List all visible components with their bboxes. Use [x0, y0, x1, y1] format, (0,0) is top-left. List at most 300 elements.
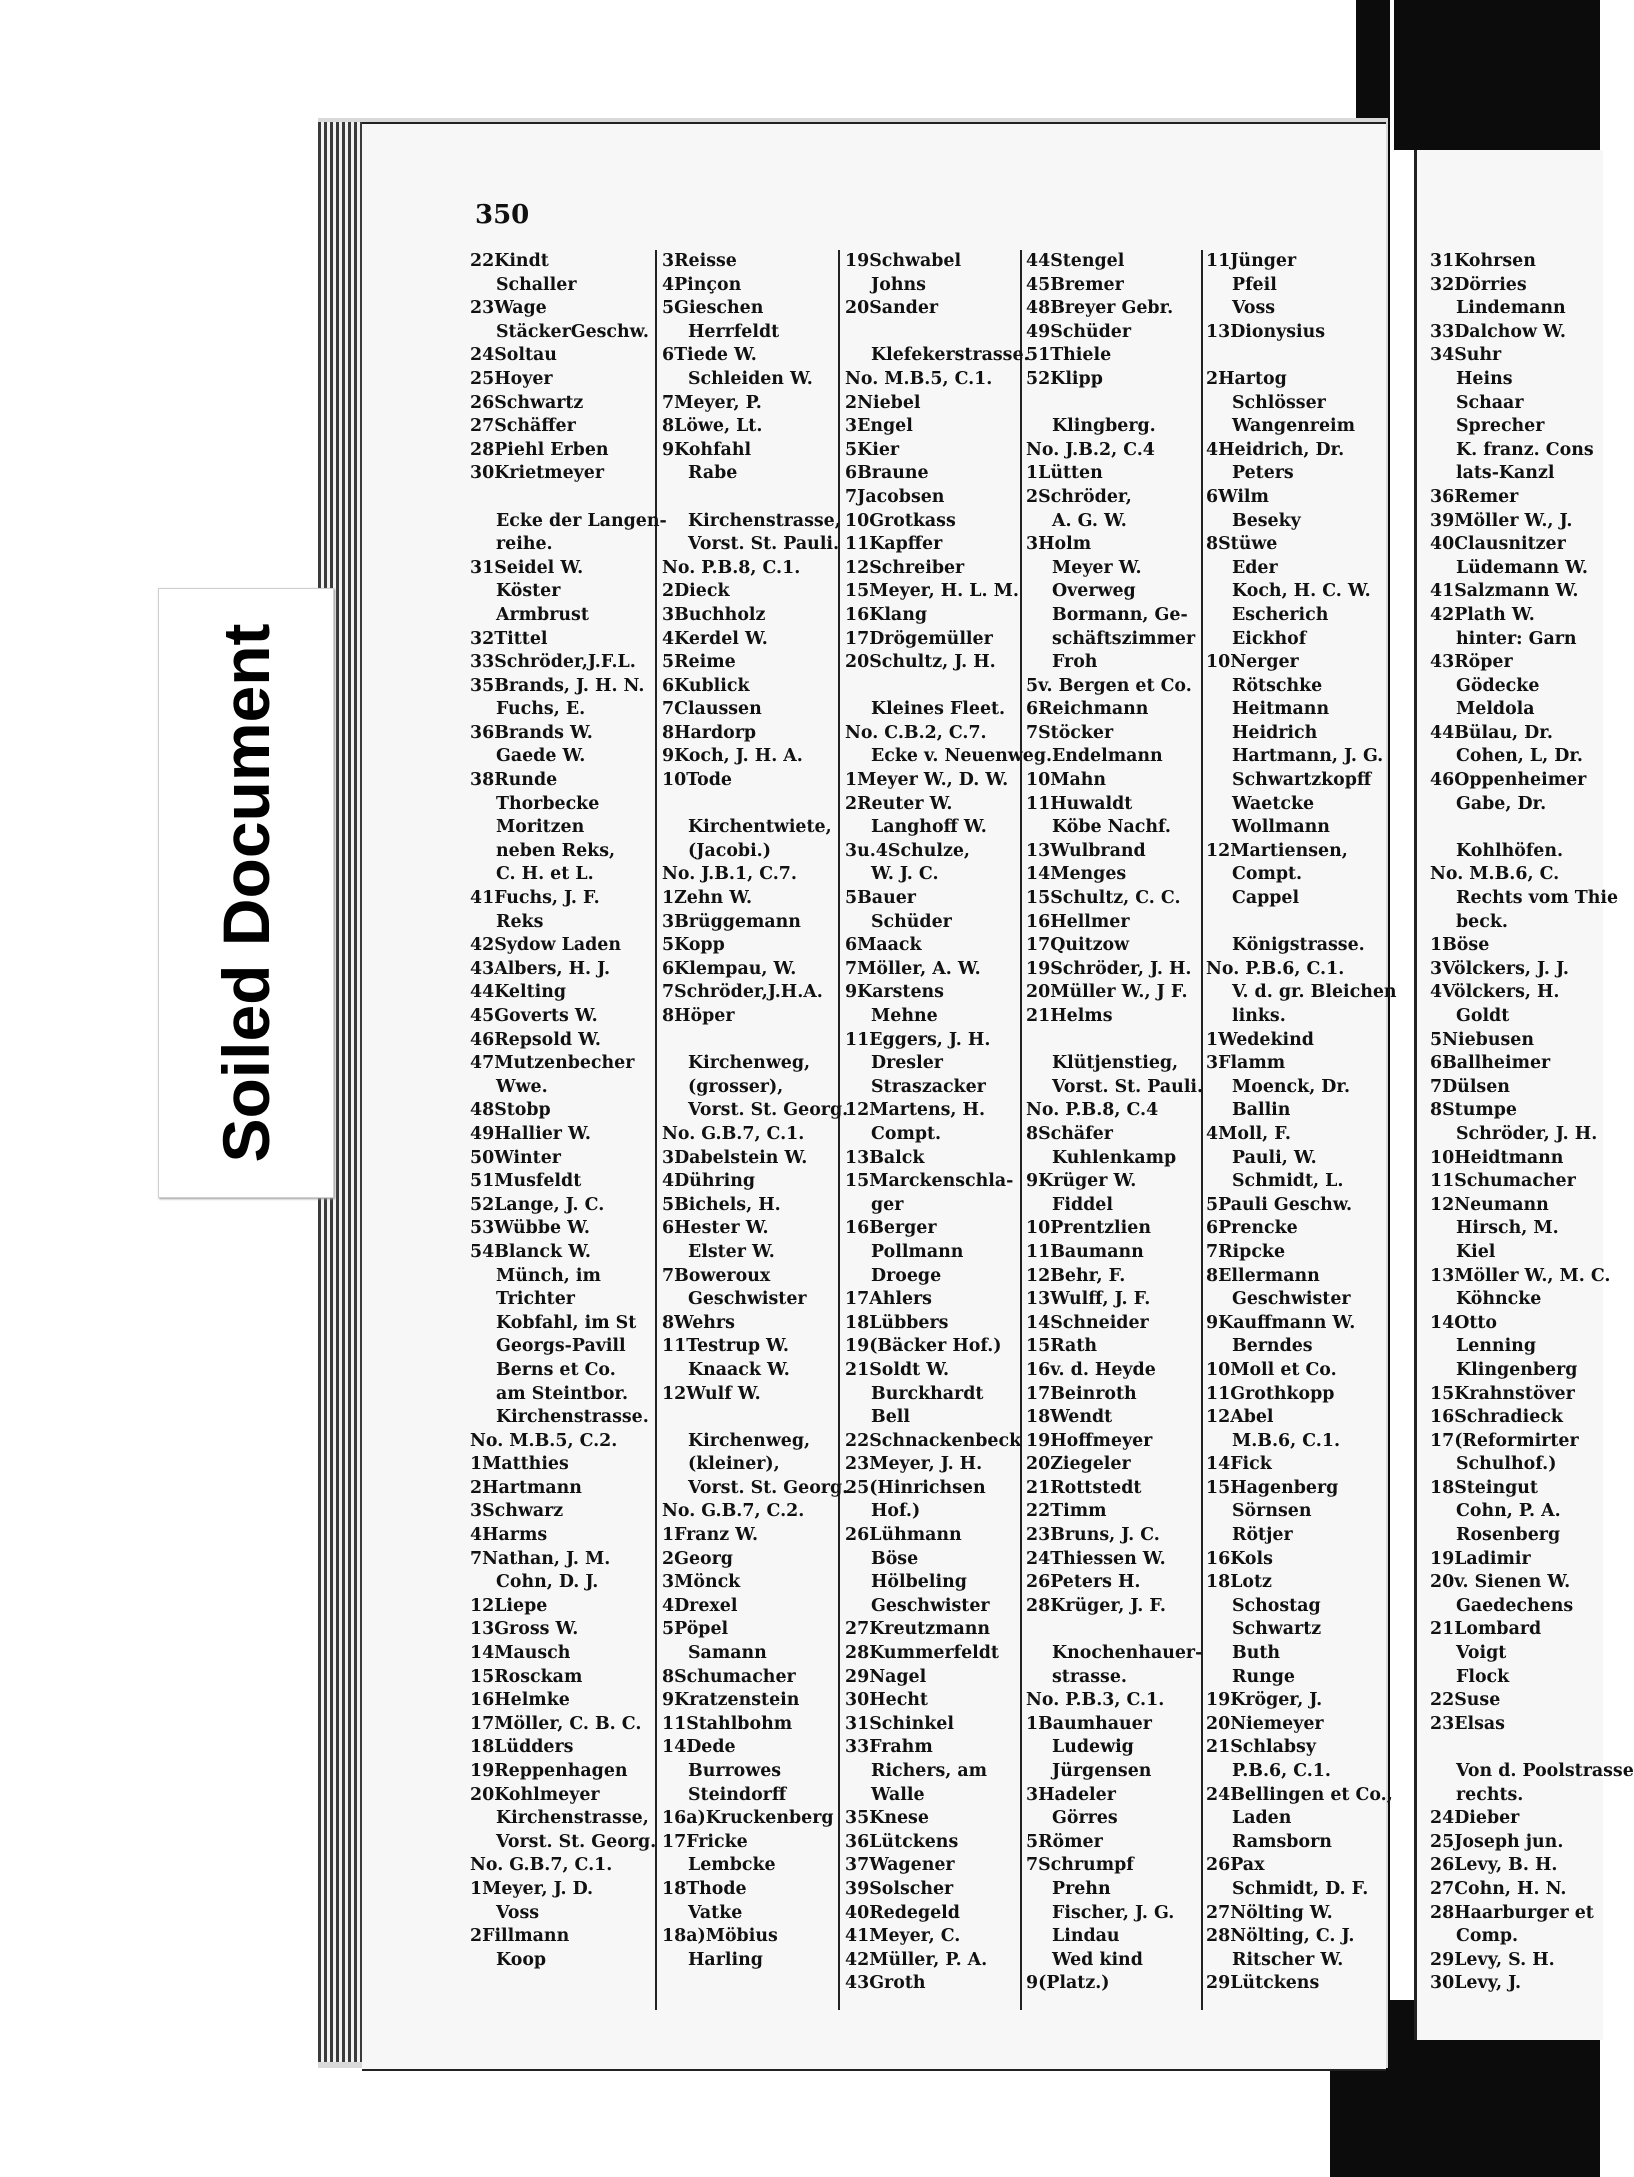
directory-entry: 25Joseph jun. — [1430, 1831, 1564, 1852]
directory-entry: 19Kröger, J. — [1206, 1690, 1323, 1711]
directory-entry: Schleiden W. — [688, 368, 813, 389]
directory-entry: 4Moll, F. — [1206, 1123, 1291, 1144]
directory-entry: Geschwister — [1232, 1289, 1351, 1310]
directory-entry: 4Pinçon — [662, 274, 742, 295]
directory-entry: Flock — [1456, 1666, 1510, 1687]
directory-entry: 10Prentzlien — [1026, 1218, 1151, 1239]
directory-entry: 36Remer — [1430, 486, 1519, 507]
directory-entry: 17Fricke — [662, 1831, 748, 1852]
directory-entry: 31Seidel W. — [470, 557, 584, 578]
directory-entry: 11Eggers, J. H. — [845, 1029, 991, 1050]
directory-entry: 8Wehrs — [662, 1312, 735, 1333]
directory-entry — [1430, 1736, 1600, 1760]
directory-entry: 15Schultz, C. C. — [1026, 888, 1181, 909]
directory-entry: 36Brands W. — [470, 722, 593, 743]
directory-entry: No. M.B.5, C.2. — [470, 1430, 618, 1451]
col-1 — [470, 250, 667, 1972]
directory-entry: 10Heidtmann — [1430, 1147, 1564, 1168]
directory-entry: 24Soltau — [470, 345, 557, 366]
directory-entry: Kleines Fleet. — [871, 699, 1006, 720]
directory-entry: 13Dionysius — [1206, 321, 1326, 342]
directory-entry: 2Georg — [662, 1548, 733, 1569]
directory-entry — [1430, 816, 1600, 840]
directory-entry: Meyer W. — [1052, 557, 1142, 578]
directory-entry: Eder — [1232, 557, 1278, 578]
directory-entry: Kirchenweg, — [688, 1053, 811, 1074]
directory-entry: Armbrust — [496, 604, 589, 625]
directory-entry: 17Quitzow — [1026, 935, 1130, 956]
directory-entry: 31Kohrsen — [1430, 251, 1536, 271]
sticker-label: Soiled Document — [209, 623, 283, 1163]
directory-entry: Herrfeldt — [688, 321, 780, 342]
directory-entry — [1026, 392, 1208, 416]
directory-entry: Endelmann — [1052, 746, 1163, 767]
directory-entry: 15Rosckam — [470, 1666, 583, 1687]
directory-entry: 7Jacobsen — [845, 486, 945, 507]
directory-entry: Kobfahl, im St — [496, 1312, 637, 1333]
directory-entry: 8Schäfer — [1026, 1123, 1113, 1144]
directory-entry: 20Müller W., J F. — [1026, 982, 1188, 1003]
directory-entry: 16v. d. Heyde — [1026, 1359, 1156, 1380]
directory-entry: Thorbecke — [496, 793, 600, 814]
directory-entry: beck. — [1456, 911, 1508, 932]
directory-entry: 3Flamm — [1206, 1053, 1286, 1074]
directory-entry: 42Müller, P. A. — [845, 1949, 988, 1970]
directory-entry: 5Kopp — [662, 935, 725, 956]
directory-entry: 44Stengel — [1026, 251, 1125, 271]
directory-entry: 16Hellmer — [1026, 911, 1130, 932]
directory-entry: 28Kummerfeldt — [845, 1643, 999, 1664]
directory-entry: 37Wagener — [845, 1855, 955, 1876]
directory-entry: Klingberg. — [1052, 416, 1156, 437]
directory-entry: 13Gross W. — [470, 1619, 579, 1640]
directory-entry: No. J.B.1, C.7. — [662, 864, 797, 885]
directory-entry: Vorst. St. Pauli. — [1052, 1076, 1204, 1097]
directory-entry: 23Elsas — [1430, 1713, 1505, 1734]
directory-entry: A. G. W. — [1052, 510, 1127, 531]
directory-entry: 12Abel — [1206, 1407, 1274, 1428]
directory-entry: No. P.B.6, C.1. — [1206, 958, 1345, 979]
directory-entry: Langhoff W. — [871, 817, 987, 838]
directory-entry: 6Wilm — [1206, 486, 1269, 507]
directory-entry: 15Rath — [1026, 1336, 1097, 1357]
directory-entry: Goldt — [1456, 1006, 1510, 1026]
directory-entry: Fiddel — [1052, 1194, 1113, 1215]
directory-entry: Steindorff — [688, 1784, 787, 1805]
directory-entry — [1026, 1618, 1208, 1642]
directory-entry: Schwartzkopff — [1232, 770, 1372, 791]
directory-entry: 14Fick — [1206, 1454, 1272, 1475]
directory-entry: 8Stumpe — [1430, 1100, 1517, 1121]
directory-entry: 5Römer — [1026, 1831, 1103, 1852]
directory-entry: Schwartz — [1232, 1619, 1322, 1640]
col-5 — [1206, 250, 1397, 1996]
directory-entry: 11Testrup W. — [662, 1336, 789, 1357]
directory-entry: 41Fuchs, J. F. — [470, 888, 600, 909]
directory-entry: 5v. Bergen et Co. — [1026, 675, 1192, 696]
directory-entry: 25Hoyer — [470, 368, 553, 389]
directory-entry: Schlösser — [1232, 392, 1326, 413]
directory-entry: Walle — [871, 1784, 925, 1805]
directory-entry: 11Schumacher — [1430, 1171, 1576, 1192]
directory-entry: Moenck, Dr. — [1232, 1076, 1351, 1097]
directory-entry: 8Höper — [662, 1006, 735, 1026]
directory-entry: Schaller — [496, 274, 577, 295]
directory-entry: 34Suhr — [1430, 345, 1502, 366]
directory-entry: No. P.B.3, C.1. — [1026, 1690, 1165, 1711]
directory-entry: Kiel — [1456, 1241, 1496, 1262]
directory-entry: 3Brüggemann — [662, 911, 801, 932]
directory-entry: Waetcke — [1232, 793, 1315, 814]
directory-entry: 4Drexel — [662, 1595, 738, 1616]
directory-entry: Von d. Poolstrasse — [1456, 1761, 1634, 1781]
directory-entry: 5Kier — [845, 439, 900, 460]
directory-entry: No. J.B.2, C.4 — [1026, 439, 1155, 460]
directory-entry: V. d. gr. Bleichen — [1232, 982, 1397, 1003]
directory-entry: 41Salzmann W. — [1430, 581, 1579, 602]
directory-entry: 3Mönck — [662, 1572, 741, 1593]
directory-entry: 9(Platz.) — [1026, 1973, 1110, 1994]
directory-entry — [470, 486, 652, 510]
directory-entry: Fischer, J. G. — [1052, 1902, 1175, 1923]
directory-entry: 43Albers, H. J. — [470, 958, 611, 979]
directory-entry: neben Reks, — [496, 840, 616, 861]
directory-entry: 3Völckers, J. J. — [1430, 958, 1569, 979]
directory-entry: 13Balck — [845, 1147, 925, 1168]
directory-entry: Königstrasse. — [1232, 935, 1365, 956]
directory-entry: 19Reppenhagen — [470, 1761, 628, 1781]
directory-entry: 5Bauer — [845, 888, 916, 909]
directory-entry: 1Wedekind — [1206, 1029, 1314, 1050]
directory-entry: 4Kerdel W. — [662, 628, 768, 649]
directory-entry: hinter: Garn — [1456, 628, 1577, 649]
directory-entry: Samann — [688, 1643, 767, 1664]
directory-entry: 49Schüder — [1026, 321, 1132, 342]
directory-entry: 2Reuter W. — [845, 793, 953, 814]
directory-entry: (kleiner), — [688, 1454, 780, 1475]
directory-entry: Köster — [496, 581, 561, 602]
directory-entry: Dresler — [871, 1053, 943, 1074]
directory-entry: Hölbeling — [871, 1572, 967, 1593]
directory-entry: Klingenberg — [1456, 1359, 1578, 1380]
directory-entry: 21Soldt W. — [845, 1359, 950, 1380]
directory-entry: Cohen, L, Dr. — [1456, 746, 1583, 767]
directory-entry: 15Hagenberg — [1206, 1477, 1339, 1498]
directory-entry: 48Stobp — [470, 1100, 551, 1121]
directory-entry: 9Kratzenstein — [662, 1690, 800, 1711]
directory-entry: Klefekerstrasse. — [871, 345, 1030, 366]
directory-entry: Kirchenstrasse, — [496, 1808, 649, 1829]
directory-entry: Lindemann — [1456, 298, 1566, 319]
directory-entry: 19Hoffmeyer — [1026, 1430, 1153, 1451]
directory-entry — [1026, 1029, 1208, 1053]
directory-entry: Sprecher — [1456, 416, 1545, 437]
directory-entry: 26Pax — [1206, 1855, 1265, 1876]
directory-entry: 20Kohlmeyer — [470, 1784, 600, 1805]
directory-entry: 7Nathan, J. M. — [470, 1548, 611, 1569]
directory-entry: Compt. — [1232, 864, 1303, 885]
directory-entry: 5Bichels, H. — [662, 1194, 781, 1215]
directory-entry: 51Thiele — [1026, 345, 1112, 366]
directory-entry: Koop — [496, 1949, 547, 1970]
directory-entry: 11Jünger — [1206, 251, 1297, 271]
directory-entry: 2Fillmann — [470, 1926, 570, 1947]
directory-entry: 10Grotkass — [845, 510, 956, 531]
directory-entry: Moritzen — [496, 817, 585, 838]
directory-entry: 18Lüdders — [470, 1737, 574, 1758]
directory-entry: 12Neumann — [1430, 1194, 1549, 1215]
directory-entry: 7Claussen — [662, 699, 762, 720]
directory-entry: Runge — [1232, 1666, 1295, 1687]
directory-entry: 39Solscher — [845, 1878, 954, 1899]
directory-entry: Mehne — [871, 1006, 938, 1026]
col-6 — [1430, 250, 1634, 1996]
directory-entry: 1Franz W. — [662, 1525, 759, 1546]
directory-entry: 1Böse — [1430, 935, 1490, 956]
directory-entry: 50Winter — [470, 1147, 561, 1168]
directory-entry: 4Dühring — [662, 1171, 756, 1192]
directory-entry: Köbe Nachf. — [1052, 817, 1171, 838]
directory-entry: 1Lütten — [1026, 463, 1103, 484]
directory-entry: 14Otto — [1430, 1312, 1498, 1333]
directory-entry: 7Meyer, P. — [662, 392, 762, 413]
directory-entry: 54Blanck W. — [470, 1241, 591, 1262]
directory-entry: Ecke v. Neuenweg. — [871, 746, 1053, 767]
directory-entry: 11Huwaldt — [1026, 793, 1133, 814]
directory-entry: 7Dülsen — [1430, 1076, 1510, 1097]
directory-entry: Bormann, Ge- — [1052, 604, 1188, 625]
directory-entry: 27Cohn, H. N. — [1430, 1878, 1567, 1899]
directory-entry: 9Kohfahl — [662, 439, 752, 460]
directory-entry — [662, 793, 844, 817]
directory-entry: 5Pöpel — [662, 1619, 729, 1640]
directory-entry: 24Bellingen et Co., — [1206, 1784, 1393, 1805]
directory-entry: Rötjer — [1232, 1525, 1293, 1546]
directory-entry: Vorst. St. Georg. — [688, 1100, 849, 1121]
directory-entry: 1Meyer W., D. W. — [845, 770, 1009, 791]
directory-entry: 10Nerger — [1206, 652, 1299, 673]
directory-entry: 8Schumacher — [662, 1666, 796, 1687]
directory-entry — [662, 1406, 844, 1430]
directory-entry: Schulhof.) — [1456, 1454, 1557, 1475]
directory-entry: 2Hartmann — [470, 1477, 582, 1498]
directory-entry: No. C.B.2, C.7. — [845, 722, 987, 743]
directory-entry: 47Mutzenbecher — [470, 1053, 635, 1074]
directory-entry: Böse — [871, 1548, 919, 1569]
directory-entry: 20Schultz, J. H. — [845, 652, 996, 673]
directory-entry: (Jacobi.) — [688, 840, 771, 861]
directory-entry: 16Berger — [845, 1218, 937, 1239]
directory-entry: Voss — [1232, 298, 1276, 319]
directory-entry: Schüder — [871, 911, 952, 932]
directory-entry: 11Stahlbohm — [662, 1713, 793, 1734]
directory-entry: 33Schröder,J.F.L. — [470, 652, 636, 673]
directory-entry: Cappel — [1232, 888, 1300, 909]
directory-entry: Hartmann, J. G. — [1232, 746, 1384, 767]
directory-entry: 15Meyer, H. L. M. — [845, 581, 1019, 602]
directory-entry: Ritscher W. — [1232, 1949, 1344, 1970]
directory-entry: Lindau — [1052, 1926, 1120, 1947]
directory-entry: 2Hartog — [1206, 368, 1287, 389]
directory-entry: 18Wendt — [1026, 1407, 1113, 1428]
directory-entry: Escherich — [1232, 604, 1329, 625]
directory-entry: Koch, H. C. W. — [1232, 581, 1371, 602]
directory-entry: 16a)Kruckenberg — [662, 1808, 834, 1829]
directory-entry: 42Sydow Laden — [470, 935, 622, 956]
directory-entry: 6Reichmann — [1026, 699, 1149, 720]
directory-entry: 26Lühmann — [845, 1525, 962, 1546]
directory-entry: Trichter — [496, 1289, 575, 1310]
directory-entry: 22Suse — [1430, 1690, 1501, 1711]
directory-entry: 20Sander — [845, 298, 939, 319]
directory-entry: 2Dieck — [662, 581, 730, 602]
directory-entry: Vatke — [688, 1902, 743, 1923]
directory-entry: 35Knese — [845, 1808, 929, 1829]
directory-entry: schäftszimmer — [1052, 628, 1196, 649]
directory-entry: 23Wage — [470, 298, 547, 319]
directory-entry: 5Gieschen — [662, 298, 764, 319]
directory-entry: Sörnsen — [1232, 1501, 1312, 1522]
directory-entry: Berndes — [1232, 1336, 1313, 1357]
directory-entry: 28Haarburger et — [1430, 1902, 1594, 1923]
directory-entry: Vorst. St. Georg. — [688, 1477, 849, 1498]
directory-entry: 8Hardorp — [662, 722, 757, 743]
directory-entry: 40Redegeld — [845, 1902, 960, 1923]
directory-entry: 17Ahlers — [845, 1289, 932, 1310]
directory-entry: 15Marckenschla- — [845, 1171, 1014, 1192]
directory-entry: W. J. C. — [871, 864, 939, 885]
directory-entry: Droege — [871, 1265, 942, 1286]
scan-border-bar — [1394, 0, 1600, 150]
directory-entry: Ecke der Langen- — [496, 510, 667, 531]
directory-entry: 30Hecht — [845, 1690, 928, 1711]
directory-entry: 33Dalchow W. — [1430, 321, 1566, 342]
directory-entry: Peters — [1232, 463, 1294, 484]
directory-entry: 19Ladimir — [1430, 1548, 1531, 1569]
directory-entry: Wed kind — [1052, 1949, 1143, 1970]
directory-entry: No. G.B.7, C.1. — [662, 1123, 805, 1144]
directory-entry: Köhncke — [1456, 1289, 1542, 1310]
col-2 — [662, 250, 849, 1972]
directory-entry: 11Baumann — [1026, 1241, 1144, 1262]
directory-entry: Richers, am — [871, 1761, 988, 1781]
directory-entry: 8Ellermann — [1206, 1265, 1320, 1286]
directory-entry: 4Harms — [470, 1525, 548, 1546]
directory-entry: Schmidt, L. — [1232, 1171, 1344, 1192]
directory-entry: 9Karstens — [845, 982, 944, 1003]
col-4 — [1026, 250, 1208, 1996]
directory-entry: Prehn — [1052, 1878, 1111, 1899]
directory-entry: 26Schwartz — [470, 392, 584, 413]
directory-entry: Gaede W. — [496, 746, 586, 767]
directory-entry: 28Krüger, J. F. — [1026, 1595, 1166, 1616]
directory-entry: 16Helmke — [470, 1690, 570, 1711]
directory-entry: No. P.B.8, C.1. — [662, 557, 801, 578]
directory-entry: 36Lütckens — [845, 1831, 959, 1852]
directory-entry: 1Meyer, J. D. — [470, 1878, 594, 1899]
directory-entry: 5Niebusen — [1430, 1029, 1534, 1050]
directory-entry: Kuhlenkamp — [1052, 1147, 1177, 1168]
directory-entry: 6Tiede W. — [662, 345, 757, 366]
directory-entry: 46Repsold W. — [470, 1029, 601, 1050]
directory-entry: 41Meyer, C. — [845, 1926, 961, 1947]
directory-entry: strasse. — [1052, 1666, 1127, 1687]
directory-entry: No. M.B.6, C. — [1430, 864, 1560, 885]
directory-entry: 42Plath W. — [1430, 604, 1535, 625]
directory-entry: 19(Bäcker Hof.) — [845, 1336, 1002, 1357]
directory-entry: 44Kelting — [470, 982, 567, 1003]
directory-entry: 35Brands, J. H. N. — [470, 675, 645, 696]
directory-entry: 17Drögemüller — [845, 628, 993, 649]
directory-entry: 18Steingut — [1430, 1477, 1538, 1498]
directory-entry: 8Stüwe — [1206, 534, 1278, 555]
directory-entry: Buth — [1232, 1643, 1281, 1664]
directory-entry: 45Goverts W. — [470, 1006, 598, 1026]
directory-entry: 48Breyer Gebr. — [1026, 298, 1174, 319]
directory-entry: 31Schinkel — [845, 1713, 954, 1734]
directory-entry: am Steintbor. — [496, 1383, 629, 1404]
directory-entry: 19Schwabel — [845, 251, 962, 271]
directory-entry: 16Klang — [845, 604, 927, 625]
directory-entry: 20v. Sienen W. — [1430, 1572, 1571, 1593]
directory-entry: 3Dabelstein W. — [662, 1147, 808, 1168]
directory-entry: Geschwister — [871, 1595, 990, 1616]
directory-entry: StäckerGeschw. — [496, 321, 649, 342]
directory-entry — [1206, 344, 1388, 368]
directory-entry: Vorst. St. Georg. — [496, 1831, 657, 1852]
directory-entry: Wwe. — [496, 1076, 548, 1097]
directory-entry: 15Krahnstöver — [1430, 1383, 1575, 1404]
directory-entry: 22Kindt — [470, 251, 549, 271]
directory-entry: Klütjenstieg, — [1052, 1053, 1179, 1074]
directory-entry: Ballin — [1232, 1100, 1291, 1121]
directory-entry: 2Niebel — [845, 392, 921, 413]
directory-entry: Vorst. St. Pauli. — [688, 534, 840, 555]
directory-entry: 14Dede — [662, 1737, 736, 1758]
directory-entry: 27Kreutzmann — [845, 1619, 991, 1640]
directory-entry: P.B.6, C.1. — [1232, 1761, 1331, 1781]
directory-entry: 6Ballheimer — [1430, 1053, 1551, 1074]
directory-entry: 21Lombard — [1430, 1619, 1542, 1640]
directory-entry: 12Martens, H. — [845, 1100, 986, 1121]
directory-entry: lats-Kanzl — [1456, 463, 1555, 484]
directory-entry: 12Behr, F. — [1026, 1265, 1126, 1286]
directory-entry: links. — [1232, 1006, 1286, 1026]
directory-entry: Johns — [871, 274, 926, 295]
directory-entry: Fuchs, E. — [496, 699, 586, 720]
directory-entry: 30Krietmeyer — [470, 463, 604, 484]
directory-entry: Bell — [871, 1407, 910, 1428]
directory-entry: Münch, im — [496, 1265, 601, 1286]
directory-entry: 27Schäffer — [470, 416, 576, 437]
directory-entry: Kirchenweg, — [688, 1430, 811, 1451]
directory-entry: 10Moll et Co. — [1206, 1359, 1337, 1380]
directory-entry: No. G.B.7, C.2. — [662, 1501, 805, 1522]
directory-entry: 1Zehn W. — [662, 888, 753, 909]
directory-entry: 21Schlabsy — [1206, 1737, 1316, 1758]
directory-entry: Meldola — [1456, 699, 1535, 720]
directory-entry: 13Wulbrand — [1026, 840, 1146, 861]
directory-entry: 3Reisse — [662, 251, 737, 271]
directory-entry: Heins — [1456, 368, 1513, 389]
directory-entry — [1206, 911, 1388, 935]
directory-entry: Straszacker — [871, 1076, 986, 1097]
directory-entry: 6Klempau, W. — [662, 958, 797, 979]
directory-entry: 12Martiensen, — [1206, 840, 1348, 861]
directory-entry: Kohlhöfen. — [1456, 840, 1564, 861]
directory-entry: Cohn, D. J. — [496, 1572, 599, 1593]
directory-entry: 14Menges — [1026, 864, 1127, 885]
